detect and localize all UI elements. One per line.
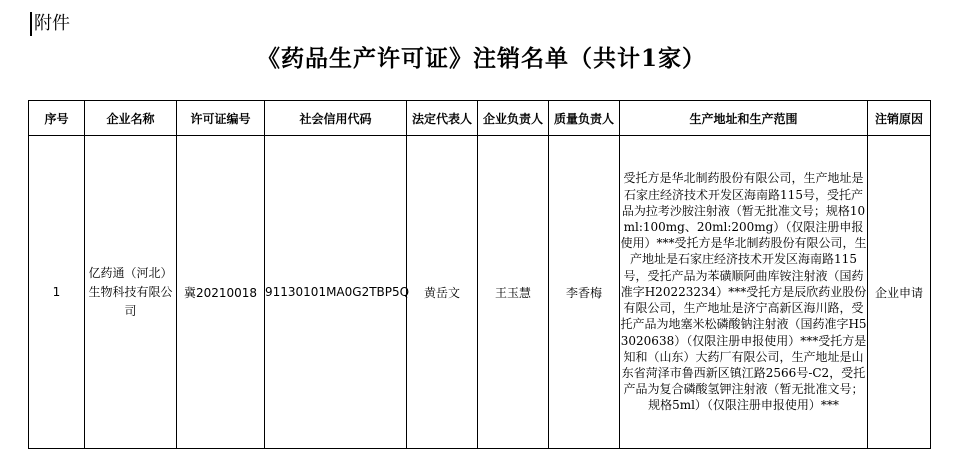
header-scope: 生产地址和生产范围 [620, 101, 868, 136]
cell-enterprise-head: 王玉慧 [478, 136, 549, 449]
header-enterprise-head: 企业负责人 [478, 101, 549, 136]
attachment-label: 附件 [30, 12, 70, 36]
scope-text: 受托方是华北制药股份有限公司，生产地址是石家庄经济技术开发区海南路115号，受托产品为拉考沙胺注射液（暂无批准文号；规格10ml:100mg、20ml:200mg）（仅限注册申报使用）***受托方是华北制药股份有限公司，生产地址是石家庄经济技术开发区海南路115号，受托产品为苯磺顺阿曲库铵注射液（国药准字H20223234）***受托方是辰欣药业股份有限公司，生产地址是济宁高新区海川路，受托产品为地塞米松磷酸钠注射液（国药准字H53020638）（仅限注册申报使用）***受托方是知和（山东）大药厂有限公司，生产地址是山东省菏泽市鲁西新区镇江路2566号-C2，受托产品为复合磷酸氢钾注射液（暂无批准文号；规格5ml）（仅限注册申报使用）*** [620, 171, 867, 413]
cell-legal-rep: 黄岳文 [407, 136, 478, 449]
cell-seq: 1 [29, 136, 85, 449]
header-legal-rep: 法定代表人 [407, 101, 478, 136]
page-title: 《药品生产许可证》注销名单（共计1家） [256, 45, 706, 72]
cell-license-no: 冀20210018 [177, 136, 265, 449]
cancellation-table [28, 100, 931, 449]
cell-quality-head: 李香梅 [549, 136, 620, 449]
table-row [29, 136, 931, 449]
cell-company: 亿药通（河北）生物科技有限公司 [85, 136, 177, 449]
header-company: 企业名称 [85, 101, 177, 136]
table-header-row [29, 101, 931, 136]
cell-scope [620, 136, 868, 449]
cell-credit-code: 91130101MA0G2TBP5Q [265, 136, 407, 449]
header-reason: 注销原因 [868, 101, 931, 136]
cell-reason: 企业申请 [868, 136, 931, 449]
header-license-no: 许可证编号 [177, 101, 265, 136]
header-credit-code: 社会信用代码 [265, 101, 407, 136]
header-quality-head: 质量负责人 [549, 101, 620, 136]
header-seq: 序号 [29, 101, 85, 136]
